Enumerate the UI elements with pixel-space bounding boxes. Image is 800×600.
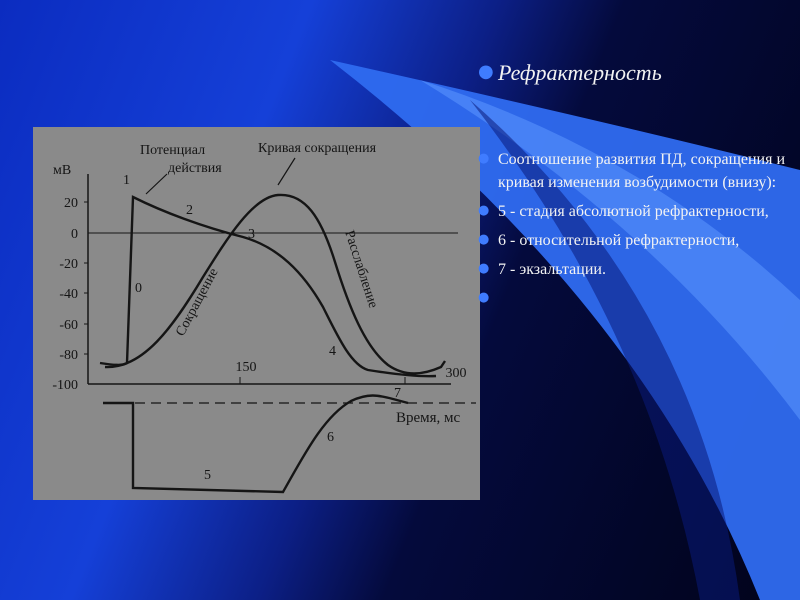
contraction-curve (105, 195, 445, 374)
physiology-figure (33, 127, 480, 500)
y-tick-minus-100: -100 (52, 378, 78, 393)
marker-7: 7 (394, 386, 401, 401)
x-axis-label: Время, мс (396, 410, 461, 426)
bullet-icon: ● (478, 232, 490, 247)
y-unit: мВ (53, 163, 72, 178)
y-tick-minus-80: -80 (59, 348, 78, 363)
y-tick-0: 0 (71, 227, 78, 242)
y-tick-minus-40: -40 (59, 287, 78, 302)
slide-title (478, 60, 793, 86)
marker-5: 5 (204, 468, 211, 483)
excitability-curve (103, 396, 408, 493)
slide-bullet-list (478, 60, 793, 305)
marker-0: 0 (135, 281, 142, 296)
bullet-icon: ● (478, 290, 490, 305)
label-contraction-curve-pointer (278, 158, 295, 185)
bullet-icon: ● (478, 61, 494, 82)
marker-6: 6 (327, 430, 334, 445)
bullet-item (478, 148, 793, 194)
label-contraction-curve: Кривая сокращения (258, 141, 377, 156)
bullet-item (478, 258, 793, 281)
bullet-text: 7 - экзальтации. (498, 261, 606, 278)
bullet-text: Соотношение развития ПД, сокращения и кривая изменения возбудимости (внизу): (498, 151, 786, 191)
label-action-potential-line2: действия (168, 161, 222, 176)
bullet-text: 6 - относительной рефрактерности, (498, 232, 740, 249)
y-tick-minus-20: -20 (59, 257, 78, 272)
y-tick-minus-60: -60 (59, 318, 78, 333)
marker-2: 2 (186, 203, 193, 218)
label-relaxation: Расслабление (341, 228, 381, 311)
marker-3: 3 (248, 227, 255, 242)
x-tick-150: 150 (235, 360, 257, 375)
bullet-icon: ● (478, 261, 490, 276)
bullet-icon: ● (478, 151, 490, 166)
bullet-item (478, 200, 793, 223)
label-contraction: Сокращение (173, 266, 222, 339)
bullet-item (478, 229, 793, 252)
slide-title-text: Рефрактерность (498, 60, 662, 85)
bullet-text: 5 - стадия абсолютной рефрактерности, (498, 203, 769, 220)
bullet-icon: ● (478, 203, 490, 218)
label-action-potential-line1: Потенциал (140, 143, 206, 158)
marker-1: 1 (123, 173, 130, 188)
label-action-potential-pointer (146, 174, 167, 194)
x-tick-300: 300 (445, 366, 467, 381)
marker-4: 4 (329, 344, 336, 359)
y-tick-20: 20 (64, 196, 78, 211)
